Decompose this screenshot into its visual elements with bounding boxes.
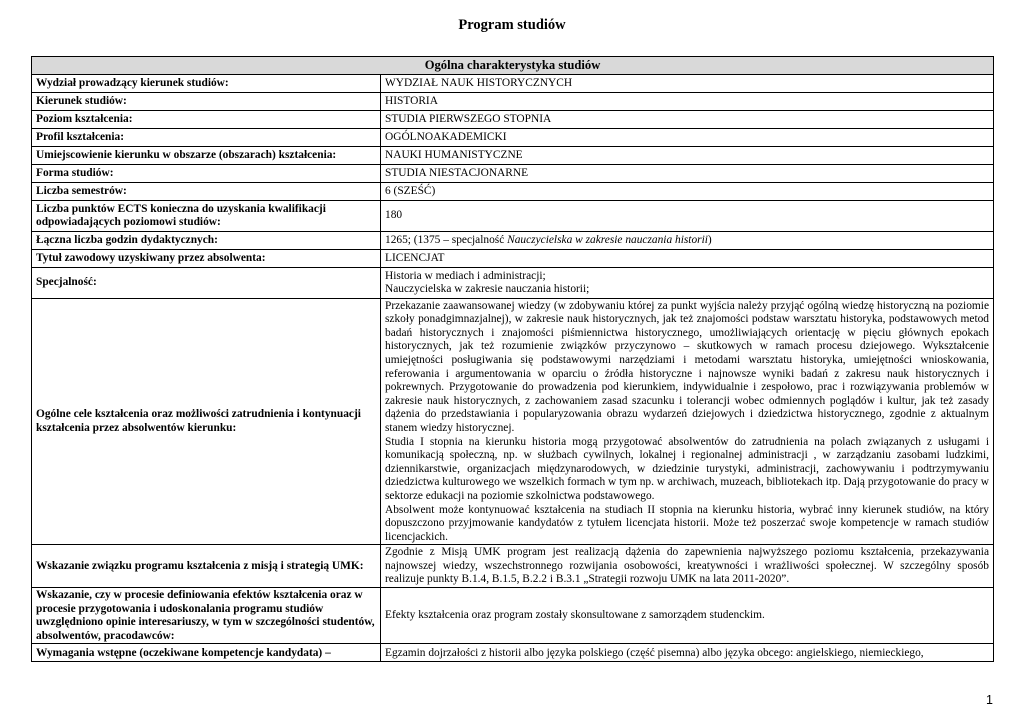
row-label: Wydział prowadzący kierunek studiów:	[32, 74, 381, 92]
row-label: Wskazanie związku programu kształcenia z misją i strategią UMK:	[32, 545, 381, 588]
row-label: Kierunek studiów:	[32, 92, 381, 110]
table-row	[32, 249, 994, 267]
row-value	[381, 267, 994, 298]
row-label: Tytuł zawodowy uzyskiwany przez absolwenta:	[32, 249, 381, 267]
table-header: Ogólna charakterystyka studiów	[32, 57, 994, 75]
row-label: Umiejscowienie kierunku w obszarze (obszarach) kształcenia:	[32, 146, 381, 164]
table-row	[32, 92, 994, 110]
table-row	[32, 74, 994, 92]
row-label: Wskazanie, czy w procesie definiowania efektów kształcenia oraz w procesie przygotowania i udoskonalania programu studiów uwzględniono opinie interesariuszy, w tym w szczególności studentów, absolwentów, pracodawców:	[32, 588, 381, 644]
row-value: LICENCJAT	[381, 249, 994, 267]
row-value-prefix: 1265; (1375 – specjalność	[385, 233, 508, 246]
table-row	[32, 200, 994, 231]
table-row	[32, 164, 994, 182]
row-label: Poziom kształcenia:	[32, 110, 381, 128]
row-label: Profil kształcenia:	[32, 128, 381, 146]
row-label: Wymagania wstępne (oczekiwane kompetencje kandydata) –	[32, 644, 381, 662]
table-row	[32, 128, 994, 146]
row-label: Specjalność:	[32, 267, 381, 298]
row-label: Liczba semestrów:	[32, 182, 381, 200]
row-value-italic: Nauczycielska w zakresie nauczania historii	[507, 233, 708, 246]
row-value: STUDIA NIESTACJONARNE	[381, 164, 994, 182]
table-row	[32, 644, 994, 662]
row-label: Ogólne cele kształcenia oraz możliwości zatrudnienia i kontynuacji kształcenia przez absolwentów kierunku:	[32, 298, 381, 545]
goals-paragraph: Studia I stopnia na kierunku historia mogą przygotować absolwentów do zatrudnienia na polach związanych z usługami i komunikacją społeczną, np. w służbach cywilnych, lokalnej i regionalnej administracji , w zarządzaniu zasobami ludzkimi, dziennikarstwie, organizacjach międzynarodowych, w dziedzinie turystyki, administracji, zachowywaniu i podtrzymywaniu dziedzictwa kulturowego we wszelkich formach w tym np. w archiwach, muzeach, bibliotekach itp. Dają przygotowanie do pracy w sektorze edukacji na poziomie szkolnictwa podstawowego.	[385, 435, 989, 502]
table-row	[32, 545, 994, 588]
specialty-item: Nauczycielska w zakresie nauczania historii;	[385, 283, 590, 296]
row-value: STUDIA PIERWSZEGO STOPNIA	[381, 110, 994, 128]
table-row	[32, 588, 994, 644]
row-value: OGÓLNOAKADEMICKI	[381, 128, 994, 146]
row-value: Efekty kształcenia oraz program zostały skonsultowane z samorządem studenckim.	[381, 588, 994, 644]
table-row	[32, 146, 994, 164]
table-row	[32, 267, 994, 298]
row-value: Zgodnie z Misją UMK program jest realizacją dążenia do zapewnienia najwyższego poziomu kształcenia, przekazywania najnowszej wiedzy, wszechstronnego rozwijania osobowości, kreatywności i wrażliwości społecznej. W szczególny sposób realizuje punkty B.1.4, B.1.5, B.2.2 i B.3.1 „Strategii rozwoju UMK na lata 2011-2020”.	[381, 545, 994, 588]
table-row	[32, 231, 994, 249]
row-value	[381, 298, 994, 545]
row-value: HISTORIA	[381, 92, 994, 110]
row-value: 180	[381, 200, 994, 231]
row-value: WYDZIAŁ NAUK HISTORYCZNYCH	[381, 74, 994, 92]
table-header-row	[32, 57, 994, 75]
row-value: NAUKI HUMANISTYCZNE	[381, 146, 994, 164]
row-value-suffix: )	[707, 233, 712, 246]
row-label: Łączna liczba godzin dydaktycznych:	[32, 231, 381, 249]
row-label: Forma studiów:	[32, 164, 381, 182]
row-label: Liczba punktów ECTS konieczna do uzyskania kwalifikacji odpowiadających poziomowi studiów:	[32, 200, 381, 231]
goals-paragraph: Absolwent może kontynuować kształcenia na studiach II stopnia na kierunku historia, wybrać inny kierunek studiów, na który dopuszczono przyjmowanie kandydatów z tytułem licencjata historii. Może też poszerzać swoje kompetencje w ramach studiów licencjackich.	[385, 503, 989, 543]
specialty-item: Historia w mediach i administracji;	[385, 269, 546, 282]
table-row	[32, 182, 994, 200]
program-table	[31, 56, 994, 662]
table-row	[32, 110, 994, 128]
row-value: 6 (SZEŚĆ)	[381, 182, 994, 200]
row-value	[381, 231, 994, 249]
row-value: Egzamin dojrzałości z historii albo języka polskiego (część pisemna) albo języka obcego: angielskiego, niemieckiego,	[381, 644, 994, 662]
document-title: Program studiów	[458, 17, 566, 33]
table-row	[32, 298, 994, 545]
page-number: 1	[986, 693, 993, 707]
goals-paragraph: Przekazanie zaawansowanej wiedzy (w zdobywaniu której za punkt wyjścia należy przyjąć ogólną wiedzę historyczną na poziomie szkoły ponadgimnazjalnej), w zakresie nauk historycznych, jak też znajomości podstaw warsztatu historyka, podstawowych metod badań historycznych i znajomości piśmiennictwa historycznego, umożliwiających orientację w pięciu głównych epokach historycznych, jak też rozumienie związków przyczynowo – skutkowych w ramach procesu dziejowego. Wykształcenie umiejętności posługiwania się podstawowymi narzędziami i metodami warsztatu historyka, umiejętności wnioskowania, referowania i argumentowania w oparciu o źródła historyczne i najnowsze wyniki badań z zakresu nauk historycznych i pokrewnych. Przygotowanie do prowadzenia pod kierunkiem, indywidualnie i zespołowo, prac i rozwiązywania problemów w zakresie nauk historycznych, z zachowaniem zasad szacunku i tolerancji wobec odmiennych poglądów i kultur, jak też zasady dążenia do przedstawiania i popularyzowania obrazu wydarzeń dziejowych i dziedzictwa historycznego, zgodnie z aktualnym stanem wiedzy historycznej.	[385, 299, 989, 434]
